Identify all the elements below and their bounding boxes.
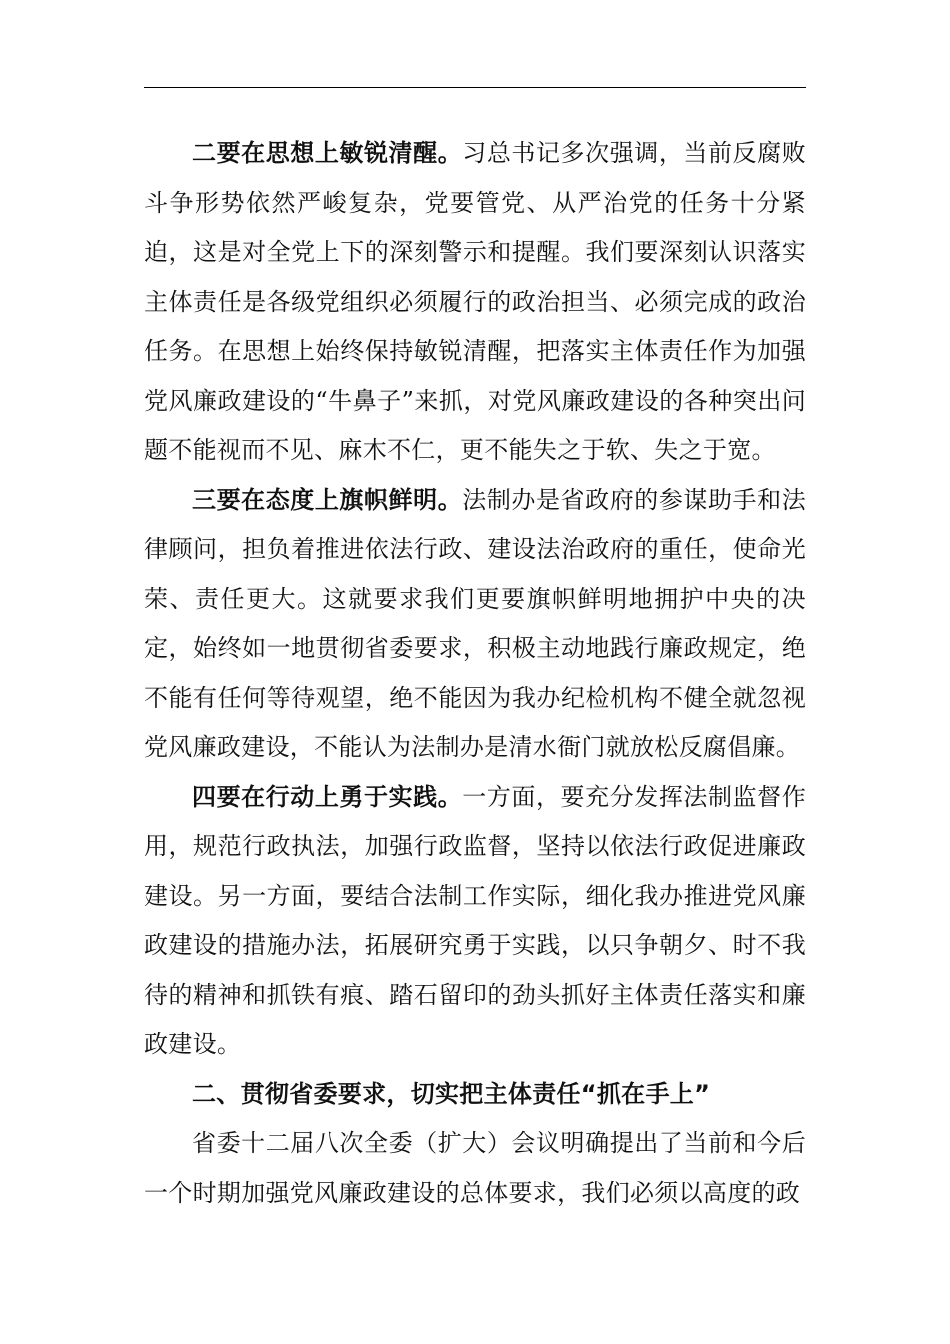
paragraph-attitude	[144, 476, 806, 773]
paragraph-lead: 二要在思想上敏锐清醒。	[192, 139, 463, 167]
paragraph-text: 习总书记多次强调，当前反腐败斗争形势依然严峻复杂，党要管党、从严治党的任务十分紧迫，这是对全党上下的深刻警示和提醒。我们要深刻认识落实主体责任是各级党组织必须履行的政治担当、必须完成的政治任务。在思想上始终保持敏锐清醒，把落实主体责任作为加强党风廉政建设的“牛鼻子”来抓，对党风廉政建设的各种突出问题不能视而不见、麻木不仁，更不能失之于软、失之于宽。	[144, 139, 806, 464]
paragraph-lead: 三要在态度上旗帜鲜明。	[192, 485, 463, 514]
header-rule	[144, 87, 806, 88]
paragraph-final: 省委十二届八次全委（扩大）会议明确提出了当前和今后一个时期加强党风廉政建设的总体要求，我们必须以高度的政	[144, 1129, 806, 1207]
document-body	[144, 129, 806, 1218]
paragraph-lead: 四要在行动上勇于实践。	[192, 782, 463, 811]
paragraph-thinking	[144, 129, 806, 476]
paragraph-action	[144, 773, 806, 1070]
section-heading: 二、贯彻省委要求，切实把主体责任“抓在手上”	[192, 1079, 711, 1108]
paragraph-text: 法制办是省政府的参谋助手和法律顾问，担负着推进依法行政、建设法治政府的重任，使命光荣、责任更大。这就要求我们更要旗帜鲜明地拥护中央的决定，始终如一地贯彻省委要求，积极主动地践行廉政规定，绝不能有任何等待观望，绝不能因为我办纪检机构不健全就忽视党风廉政建设，不能认为法制办是清水衙门就放松反腐倡廉。	[144, 485, 806, 761]
paragraph-text: 一方面，要充分发挥法制监督作用，规范行政执法，加强行政监督，坚持以依法行政促进廉政建设。另一方面，要结合法制工作实际，细化我办推进党风廉政建设的措施办法，拓展研究勇于实践，以只争朝夕、时不我待的精神和抓铁有痕、踏石留印的劲头抓好主体责任落实和廉政建设。	[144, 782, 806, 1058]
